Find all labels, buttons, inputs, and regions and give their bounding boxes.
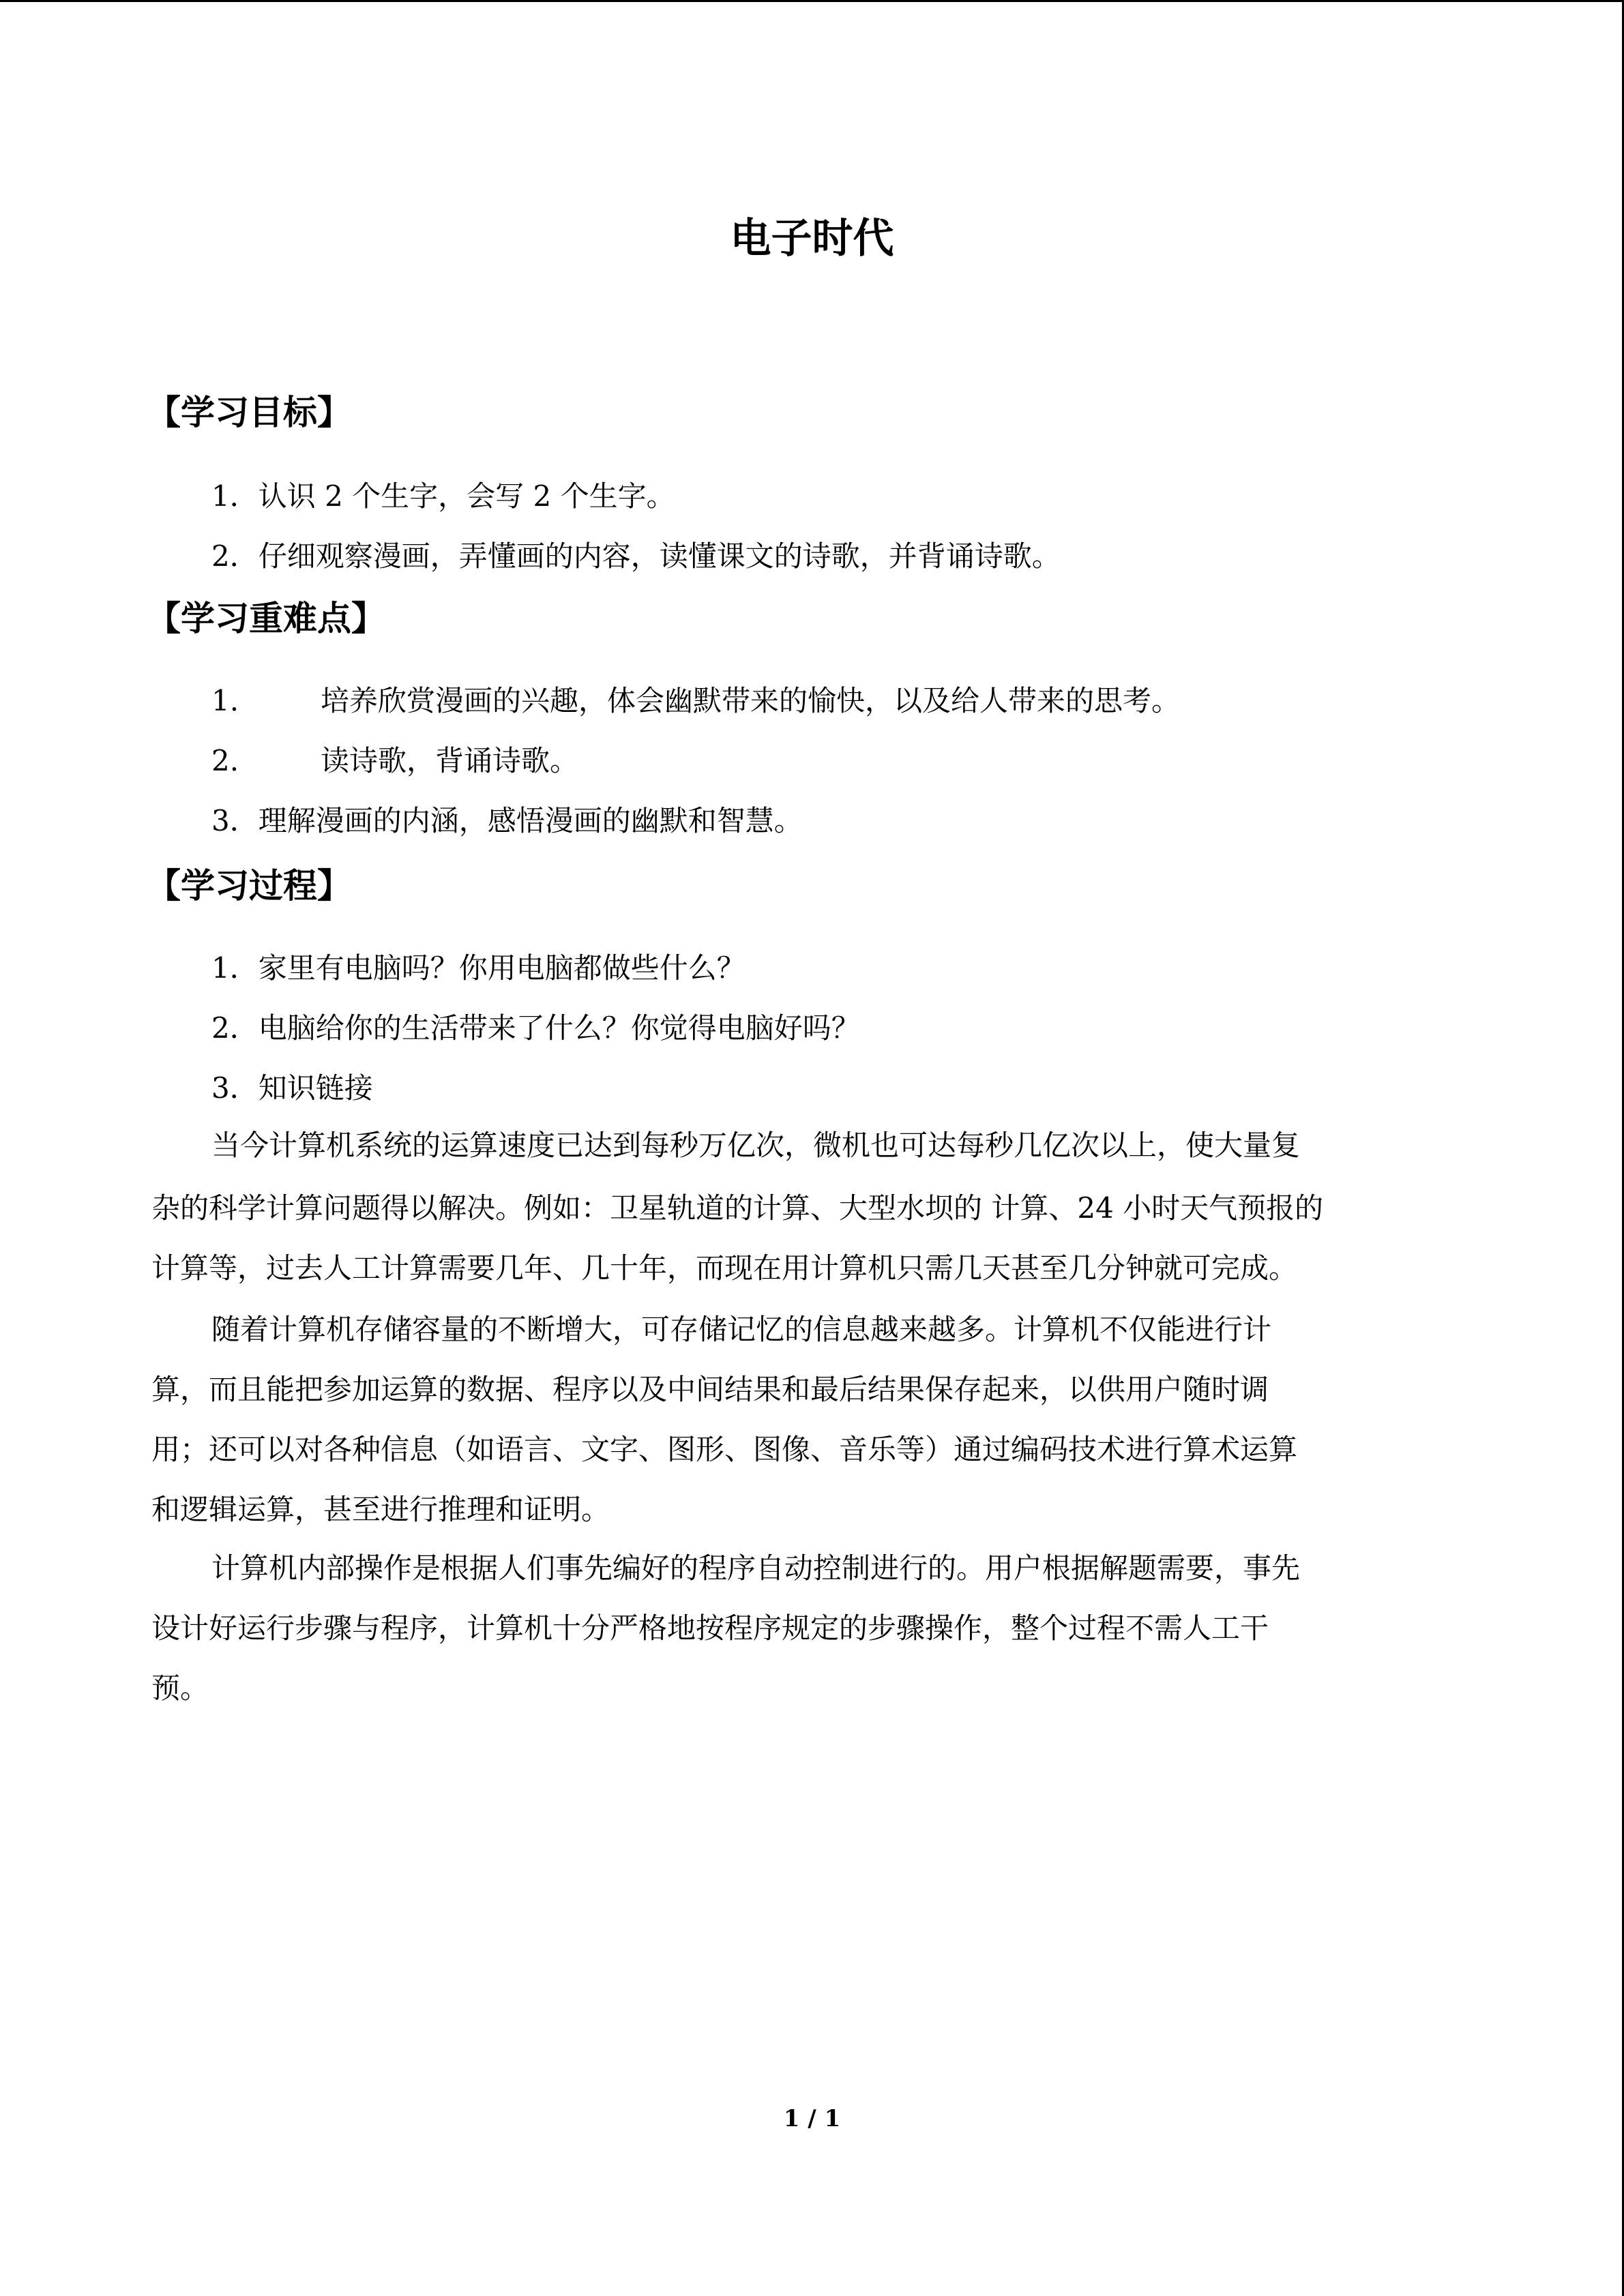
page-title: 电子时代 (730, 215, 894, 263)
list-item-number: 1． (211, 951, 259, 985)
paragraph-line: 计算等，过去人工计算需要几年、几十年，而现在用计算机只需几天甚至几分钟就可完成。 (151, 1251, 1298, 1285)
list-item (211, 1068, 373, 1109)
list-item-number: 2． (211, 1011, 259, 1045)
list-item (211, 536, 1061, 577)
list-item-number: 3． (211, 1071, 259, 1105)
list-item-text: 知识链接 (258, 1071, 373, 1105)
paragraph-line: 设计好运行步骤与程序，计算机十分严格地按程序规定的步骤操作，整个过程不需人工干 (151, 1611, 1269, 1645)
paragraph-line: 当今计算机系统的运算速度已达到每秒万亿次，微机也可达每秒几亿次以上，使大量复 (211, 1129, 1301, 1162)
paragraph-line: 用；还可以对各种信息（如语言、文字、图形、图像、音乐等）通过编码技术进行算术运算 (151, 1433, 1298, 1466)
section-heading-key-points: 【学习重难点】 (147, 599, 385, 638)
list-item-text: 仔细观察漫画，弄懂画的内容，读懂课文的诗歌，并背诵诗歌。 (258, 539, 1061, 573)
page-number: 1 / 1 (783, 2105, 841, 2132)
paragraph-line: 算，而且能把参加运算的数据、程序以及中间结果和最后结果保存起来，以供用户随时调 (151, 1373, 1269, 1406)
list-item-number: 1． (211, 479, 259, 513)
paragraph-line: 预。 (151, 1671, 209, 1705)
list-item (211, 948, 745, 989)
list-item-number: 1. (211, 684, 239, 717)
list-item-text: 认识 2 个生字，会写 2 个生字。 (258, 479, 675, 513)
section-heading-goals: 【学习目标】 (147, 393, 351, 432)
list-item (211, 801, 803, 841)
paragraph-line: 和逻辑运算，甚至进行推理和证明。 (151, 1493, 610, 1526)
list-item-number: 2. (211, 744, 239, 777)
page-border-top (0, 0, 1624, 2)
list-item-number: 2． (211, 539, 259, 573)
list-item-text: 电脑给你的生活带来了什么？你觉得电脑好吗？ (258, 1011, 860, 1045)
list-item (211, 476, 675, 517)
list-item (211, 681, 1180, 721)
list-item-number: 3． (211, 804, 259, 837)
list-item (211, 1008, 860, 1049)
list-item-text: 家里有电脑吗？你用电脑都做些什么？ (258, 951, 745, 985)
list-item-text: 培养欣赏漫画的兴趣，体会幽默带来的愉快，以及给人带来的思考。 (321, 684, 1181, 717)
list-item-text: 理解漫画的内涵，感悟漫画的幽默和智慧。 (258, 804, 803, 837)
paragraph-line: 杂的科学计算问题得以解决。例如：卫星轨道的计算、大型水坝的 计算、24 小时天气预报的 (151, 1191, 1324, 1225)
section-heading-process: 【学习过程】 (147, 866, 351, 906)
list-item-text: 读诗歌，背诵诗歌。 (321, 744, 579, 777)
list-item (211, 741, 578, 781)
paragraph-line: 随着计算机存储容量的不断增大，可存储记忆的信息越来越多。计算机不仅能进行计 (211, 1313, 1272, 1346)
paragraph-line: 计算机内部操作是根据人们事先编好的程序自动控制进行的。用户根据解题需要，事先 (211, 1551, 1301, 1585)
